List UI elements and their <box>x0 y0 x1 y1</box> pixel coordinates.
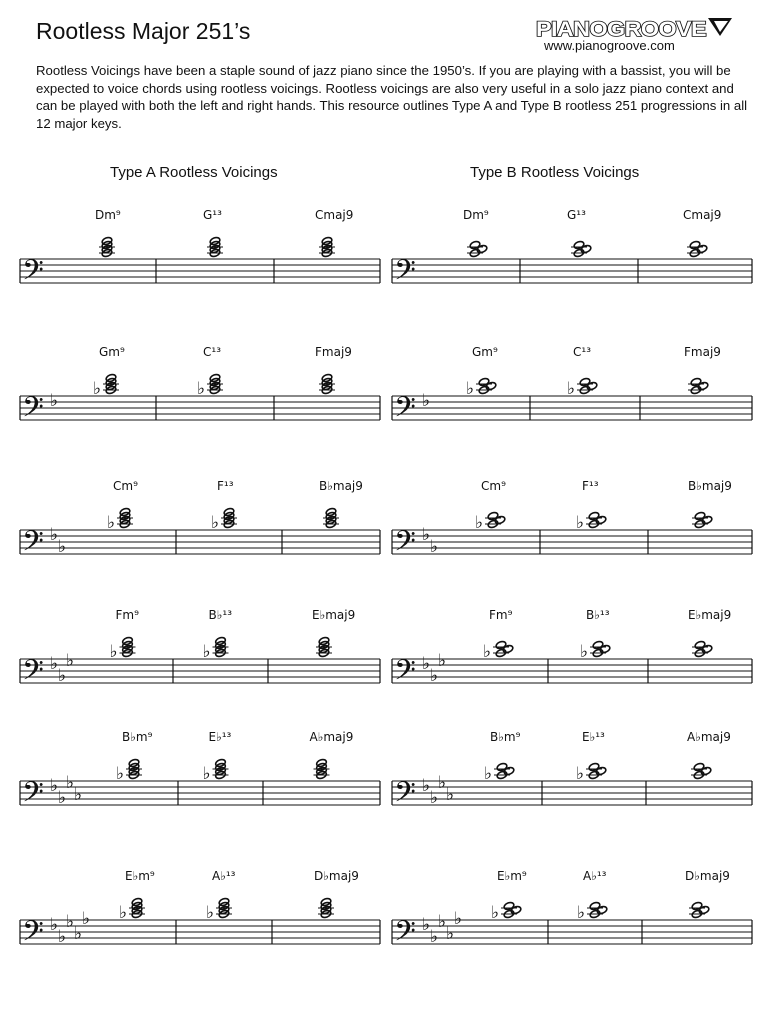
notehead <box>589 901 601 910</box>
bass-clef-icon: 𝄢 <box>22 654 44 694</box>
notehead <box>701 644 713 653</box>
accidental-flat-icon: ♭ <box>466 379 475 399</box>
key-flat-icon: ♭ <box>438 912 447 932</box>
key-flat-icon: ♭ <box>58 537 67 557</box>
bass-clef-icon: 𝄢 <box>394 776 416 816</box>
bass-clef-icon: 𝄢 <box>394 654 416 694</box>
notehead <box>691 901 703 910</box>
notehead <box>595 515 607 524</box>
notehead <box>476 244 488 253</box>
chord-symbol: G¹³ <box>203 208 222 222</box>
key-flat-icon: ♭ <box>422 525 431 545</box>
accidental-flat-icon: ♭ <box>109 642 118 662</box>
type-b-heading: Type B Rootless Voicings <box>470 164 640 181</box>
staff-a-1 <box>20 208 380 294</box>
key-flat-icon: ♭ <box>74 785 83 805</box>
chord-symbol: Cm⁹ <box>113 479 138 493</box>
chord-symbol: Gm⁹ <box>472 345 498 359</box>
chord-symbol: Cmaj9 <box>683 208 722 222</box>
notehead <box>693 762 705 771</box>
notehead <box>592 640 604 649</box>
chord-symbol: Cm⁹ <box>481 479 506 493</box>
notehead <box>495 640 507 649</box>
chord-symbol: E♭¹³ <box>582 730 605 744</box>
chord-symbol: D♭maj9 <box>314 869 359 883</box>
staff-a-3 <box>20 479 380 565</box>
chord-symbol: E♭maj9 <box>312 608 356 622</box>
notehead <box>573 240 585 249</box>
bass-clef-icon: 𝄢 <box>22 391 44 431</box>
chord-symbol: A♭¹³ <box>583 869 607 883</box>
accidental-flat-icon: ♭ <box>484 764 493 784</box>
staff-b-1 <box>392 208 752 294</box>
chord-symbol: A♭maj9 <box>687 730 731 744</box>
key-flat-icon: ♭ <box>50 654 59 674</box>
chord-symbol: E♭m⁹ <box>125 869 155 883</box>
accidental-flat-icon: ♭ <box>567 379 576 399</box>
notehead <box>502 644 514 653</box>
accidental-flat-icon: ♭ <box>483 642 492 662</box>
key-flat-icon: ♭ <box>430 537 439 557</box>
notehead <box>478 377 490 386</box>
notehead <box>595 766 607 775</box>
key-flat-icon: ♭ <box>82 909 91 929</box>
notehead <box>580 244 592 253</box>
svg-text:PIANOGROOVE: PIANOGROOVE <box>536 18 707 41</box>
notehead <box>586 381 598 390</box>
accidental-flat-icon: ♭ <box>576 513 585 533</box>
notehead <box>588 762 600 771</box>
key-flat-icon: ♭ <box>66 912 75 932</box>
bass-clef-icon: 𝄢 <box>394 525 416 565</box>
notehead <box>700 766 712 775</box>
accidental-flat-icon: ♭ <box>202 642 211 662</box>
chord-symbol: F¹³ <box>217 479 234 493</box>
chord-symbol: Fmaj9 <box>315 345 352 359</box>
notehead <box>698 905 710 914</box>
key-flat-icon: ♭ <box>58 788 67 808</box>
chord-symbol: C¹³ <box>573 345 591 359</box>
staff-b-4 <box>392 608 752 694</box>
notehead <box>579 377 591 386</box>
notehead <box>588 511 600 520</box>
staff-a-6 <box>20 869 380 955</box>
notehead <box>689 240 701 249</box>
website-url: www.pianogroove.com <box>544 38 675 53</box>
key-flat-icon: ♭ <box>422 915 431 935</box>
page-title: Rootless Major 251’s <box>36 18 251 44</box>
chord-symbol: G¹³ <box>567 208 586 222</box>
notehead <box>690 377 702 386</box>
bass-clef-icon: 𝄢 <box>394 254 416 294</box>
notehead <box>503 901 515 910</box>
key-flat-icon: ♭ <box>58 666 67 686</box>
staff-b-6 <box>392 869 752 955</box>
notehead <box>697 381 709 390</box>
key-flat-icon: ♭ <box>446 924 455 944</box>
notehead <box>696 244 708 253</box>
key-flat-icon: ♭ <box>58 927 67 947</box>
notehead <box>510 905 522 914</box>
key-flat-icon: ♭ <box>50 525 59 545</box>
staff-b-3 <box>392 479 752 565</box>
key-flat-icon: ♭ <box>430 666 439 686</box>
key-flat-icon: ♭ <box>438 773 447 793</box>
bass-clef-icon: 𝄢 <box>394 391 416 431</box>
accidental-flat-icon: ♭ <box>119 903 128 923</box>
accidental-flat-icon: ♭ <box>491 903 500 923</box>
type-a-heading: Type A Rootless Voicings <box>110 164 278 181</box>
accidental-flat-icon: ♭ <box>576 764 585 784</box>
chord-symbol: E♭¹³ <box>208 730 232 744</box>
key-flat-icon: ♭ <box>50 391 59 411</box>
chord-symbol: B♭¹³ <box>586 608 610 622</box>
accidental-flat-icon: ♭ <box>577 903 586 923</box>
staff-a-5 <box>20 730 380 816</box>
key-flat-icon: ♭ <box>74 924 83 944</box>
notehead <box>503 766 515 775</box>
chord-symbol: Dm⁹ <box>95 208 121 222</box>
bass-clef-icon: 𝄢 <box>22 254 44 294</box>
chord-symbol: C¹³ <box>203 345 221 359</box>
notehead <box>599 644 611 653</box>
accidental-flat-icon: ♭ <box>107 513 116 533</box>
bass-clef-icon: 𝄢 <box>22 525 44 565</box>
key-flat-icon: ♭ <box>422 391 431 411</box>
staff-a-4 <box>20 608 380 694</box>
chord-symbol: F¹³ <box>582 479 599 493</box>
key-flat-icon: ♭ <box>446 785 455 805</box>
notehead <box>496 762 508 771</box>
chord-symbol: E♭m⁹ <box>497 869 527 883</box>
accidental-flat-icon: ♭ <box>93 379 102 399</box>
staff-b-2 <box>392 345 752 431</box>
chord-symbol: B♭m⁹ <box>490 730 521 744</box>
notehead <box>694 511 706 520</box>
key-flat-icon: ♭ <box>422 776 431 796</box>
chord-symbol: A♭maj9 <box>309 730 354 744</box>
accidental-flat-icon: ♭ <box>116 764 125 784</box>
bass-clef-icon: 𝄢 <box>394 915 416 955</box>
chord-symbol: B♭m⁹ <box>122 730 153 744</box>
chord-symbol: Dm⁹ <box>463 208 489 222</box>
chord-symbol: E♭maj9 <box>688 608 732 622</box>
chord-symbol: Gm⁹ <box>99 345 125 359</box>
accidental-flat-icon: ♭ <box>211 513 220 533</box>
chord-symbol: B♭maj9 <box>319 479 363 493</box>
chord-symbol: Fm⁹ <box>115 608 139 622</box>
key-flat-icon: ♭ <box>430 788 439 808</box>
accidental-flat-icon: ♭ <box>475 513 484 533</box>
notehead <box>596 905 608 914</box>
accidental-flat-icon: ♭ <box>580 642 589 662</box>
key-flat-icon: ♭ <box>430 927 439 947</box>
chord-symbol: B♭maj9 <box>688 479 732 493</box>
bass-clef-icon: 𝄢 <box>22 915 44 955</box>
notehead <box>494 515 506 524</box>
chord-symbol: Cmaj9 <box>315 208 354 222</box>
chord-symbol: Fmaj9 <box>684 345 721 359</box>
notehead <box>487 511 499 520</box>
key-flat-icon: ♭ <box>422 654 431 674</box>
notehead <box>469 240 481 249</box>
notehead <box>694 640 706 649</box>
staff-b-5 <box>392 730 752 816</box>
key-flat-icon: ♭ <box>66 651 75 671</box>
chord-symbol: A♭¹³ <box>212 869 236 883</box>
key-flat-icon: ♭ <box>438 651 447 671</box>
accidental-flat-icon: ♭ <box>197 379 206 399</box>
accidental-flat-icon: ♭ <box>206 903 215 923</box>
key-flat-icon: ♭ <box>50 776 59 796</box>
key-flat-icon: ♭ <box>50 915 59 935</box>
chord-symbol: B♭¹³ <box>208 608 233 622</box>
chord-symbol: Fm⁹ <box>489 608 513 622</box>
key-flat-icon: ♭ <box>66 773 75 793</box>
staff-a-2 <box>20 345 380 431</box>
notehead <box>485 381 497 390</box>
intro-paragraph: Rootless Voicings have been a staple sound of jazz piano since the 1950’s. If you are playing with a bassist, you will be expected to voice chords using rootless voicings. Rootless voicings are also very useful in a solo jazz piano context and can be played with both the left and right hands. This resource outlines Type A and Type B rootless 251 progressions in all 12 major keys. <box>36 63 748 131</box>
chord-symbol: D♭maj9 <box>685 869 730 883</box>
key-flat-icon: ♭ <box>454 909 463 929</box>
accidental-flat-icon: ♭ <box>202 764 211 784</box>
notehead <box>701 515 713 524</box>
bass-clef-icon: 𝄢 <box>22 776 44 816</box>
